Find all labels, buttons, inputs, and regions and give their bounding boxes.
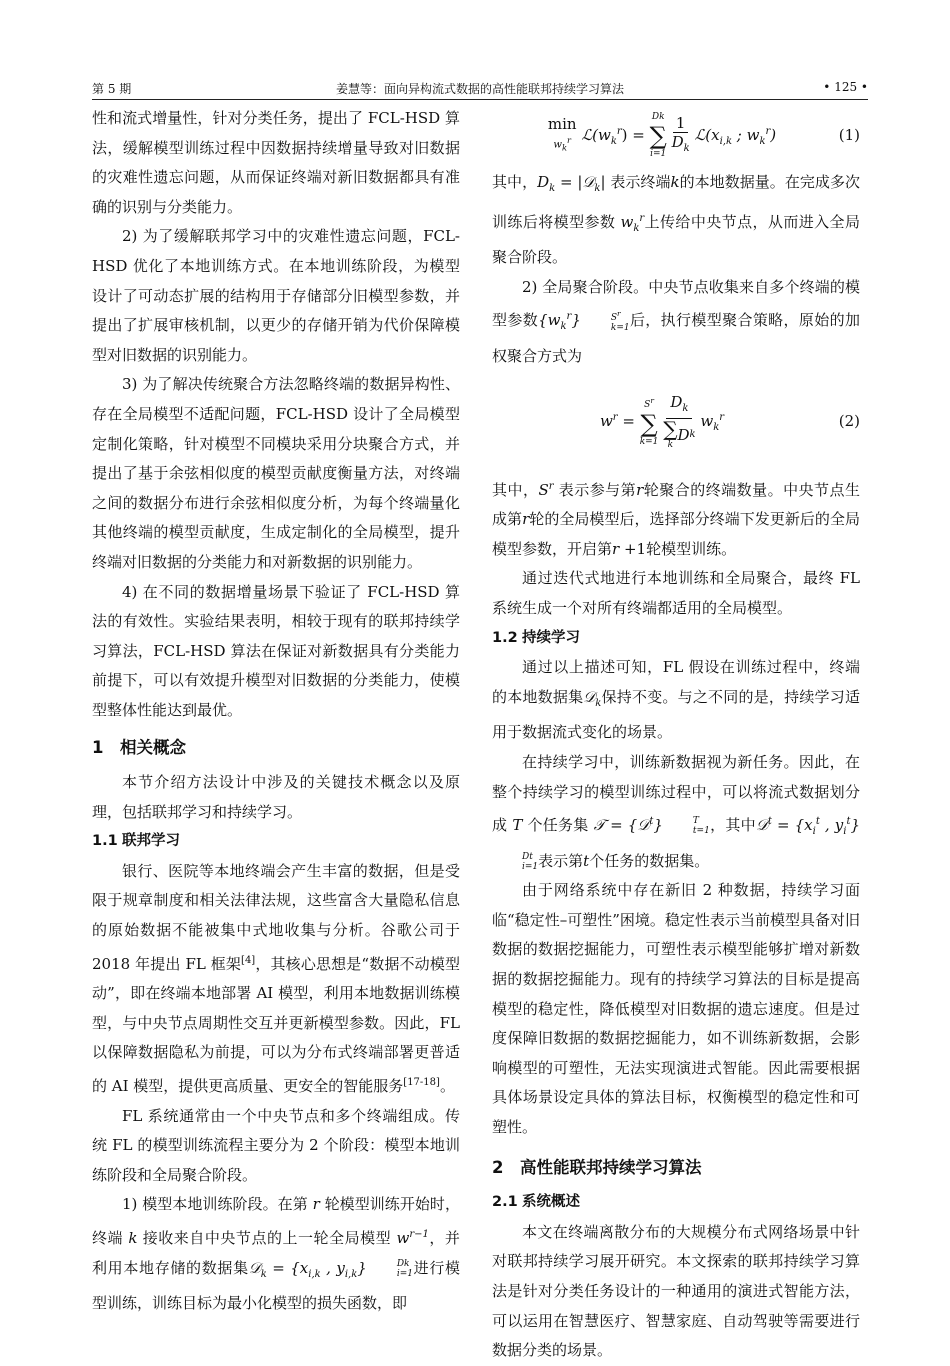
equation-number: (1): [838, 126, 860, 145]
subsection-heading: 1.2 持续学习: [492, 629, 580, 646]
page-number: • 125 •: [823, 80, 868, 94]
section-heading: 1 相关概念: [92, 738, 186, 758]
header-rule: [92, 99, 868, 100]
inline-math: $S^r$: [538, 480, 554, 499]
section-heading: 2 高性能联邦持续学习算法: [492, 1157, 702, 1177]
inline-math: 𝒯 = {𝒟$^t$} T t=1: [593, 816, 710, 837]
right-column: [492, 104, 860, 1366]
paragraph: 通过迭代式地进行本地训练和全局聚合，最终 FL 系统生成一个对所有终端都适用的全局模型。: [492, 569, 860, 617]
paragraph: 4) 在不同的数据增量场景下验证了 FCL-HSD 算法的有效性。实验结果表明，相较于现有的联邦持续学习算法，FCL-HSD 算法在保证对新数据具有分类能力前提下，可以有效提升模型对旧数据的分类能力，使模型整体性能达到最优。: [92, 582, 460, 719]
paragraph: 其中，$D_k$ = |𝒟$_k$| 表示终端k的本地数据量。在完成多次训练后将模型参数 $w_k^r$上传给中央节点，从而进入全局聚合阶段。: [492, 173, 860, 267]
paragraph: 本节介绍方法设计中涉及的关键技术概念以及原理，包括联邦学习和持续学习。: [92, 773, 460, 821]
citation[interactable]: [4]: [241, 954, 256, 966]
paragraph: 银行、医院等本地终端会产生丰富的数据，但是受限于规章制度和相关法律法规，这些富含大量隐私信息的原始数据不能被集中式地收集与分析。谷歌公司于 2018 年提出 FL 框架[4]，其核心思想是“数据不动模型动”，即在终端本地部署 AI 模型，利用本地数据训练模型，与中央节点周期性交互并更新模型参数。因此，FL 以保障数据隐私为前提，可以为分布式终端部署更普适的 AI 模型，提供更高质量、更安全的智能服务[17-18]。: [92, 861, 460, 1095]
paragraph: 通过以上描述可知，FL 假设在训练过程中，终端的本地数据集𝒟$_k$保持不变。与之不同的是，持续学习适用于数据流式变化的场景。: [492, 658, 860, 742]
paragraph: 1) 模型本地训练阶段。在第 r 轮模型训练开始时，终端 k 接收来自中央节点的上一轮全局模型 $w^{r-1}$，并利用本地存储的数据集𝒟$_k$ = {$x_{i,k}$ , $y_{i,k}$} Dk i=1 进行模型训练，训练目标为最小化模型的损失函数，即: [92, 1195, 461, 1313]
issue-label: 第 5 期: [92, 82, 132, 96]
paragraph: 在持续学习中，训练新数据视为新任务。因此，在整个持续学习的模型训练过程中，可以将流式数据划分成 T 个任务集 𝒯 = {𝒟$^t$} T t=1 ，其中𝒟$^t$ = {$x_i^t$ , $y_i^t$} Dt i=1 表示第t个任务的数据集。: [492, 752, 861, 872]
paragraph: 3) 为了解决传统聚合方法忽略终端的数据异构性、存在全局模型不适配问题，FCL-HSD 设计了全局模型定制化策略，针对模型不同模块采用分块聚合方式，并提出了基于余弦相似度的模型贡献度衡量方法，对终端之间的数据分布进行余弦相似度分析，为每个终端量化其他终端的模型贡献度，生成定制化的全局模型，提升终端对旧数据的分类能力和对新数据的识别能力。: [92, 375, 460, 571]
inline-math: $\{w_k^r\}$ $S^r$ k=1: [538, 309, 630, 334]
inline-math: $w^{r-1}$: [396, 1228, 429, 1247]
paragraph: 其中，$S^r$ 表示参与第r轮聚合的终端数量。中央节点生成第r轮的全局模型后，选择部分终端下发更新后的全局模型参数，开启第r +1轮模型训练。: [492, 480, 860, 558]
inline-math: 𝒟$_k$ = {$x_{i,k}$ , $y_{i,k}$} Dk i=1: [248, 1258, 413, 1280]
inline-math: $D_k$ = |𝒟$_k$|: [537, 173, 606, 194]
paragraph: 2) 全局聚合阶段。中央节点收集来自多个终端的模型参数$\{w_k^r\}$ $S^r$ k=1 后，执行模型聚合策略，原始的加权聚合方式为: [492, 277, 860, 365]
paragraph: 性和流式增量性，针对分类任务，提出了 FCL-HSD 算法，缓解模型训练过程中因数据持续增量导致对旧数据的灾难性遗忘问题，从而保证终端对新旧数据都具有准确的识别与分类能力。: [92, 109, 460, 216]
paragraph: FL 系统通常由一个中央节点和多个终端组成。传统 FL 的模型训练流程主要分为 2 个阶段：模型本地训练阶段和全局聚合阶段。: [92, 1106, 460, 1184]
left-column: [92, 104, 460, 1319]
running-title: 姜慧等：面向异构流式数据的高性能联邦持续学习算法: [335, 82, 624, 96]
equation-2: $w^r$ = $S^r$ ∑ k=1 $D_k$ ∑ k D k $w_k^r$ (2): [599, 392, 860, 450]
equation-number: (2): [838, 411, 860, 430]
running-header: [92, 80, 868, 100]
subsection-heading: 1.1 联邦学习: [92, 833, 180, 850]
citation[interactable]: [17-18]: [403, 1077, 440, 1088]
equation-1: min $w_k^r$ $ℒ(w_k^r)$ = Dk ∑ i=1 $\frac{1}{D_k}$ $ℒ(x_{i,k}$ ; $w_k^r$) (1): [547, 112, 860, 159]
subsection-heading: 2.1 系统概述: [492, 1194, 580, 1211]
inline-math: 𝒟$^t$ = {$x_i^t$ , $y_i^t$} Dt i=1: [522, 816, 861, 872]
paragraph: 本文在终端离散分布的大规模分布式网络场景中针对联邦持续学习展开研究。本文探索的联邦持续学习算法是针对分类任务设计的一种通用的演进式智能方法，可以运用在智慧医疗、智慧家庭、自动驾驶等需要进行数据分类的场景。: [492, 1222, 860, 1360]
inline-math: 𝒟$_k$: [583, 687, 602, 709]
paragraph: 由于网络系统中存在新旧 2 种数据，持续学习面临“稳定性–可塑性”困境。稳定性表示当前模型具备对旧数据的数据挖掘能力，可塑性表示模型能够扩增对新数据的数据挖掘能力。现有的持续学习算法的目标是提高模型的稳定性，降低模型对旧数据的遗忘速度。但是过度保障旧数据的数据挖掘能力，如不训练新数据，会影响模型的可塑性，无法实现演进式智能。因此需要根据具体场景设定具体的算法目标，权衡模型的稳定性和可塑性。: [492, 881, 860, 1137]
paragraph: 2) 为了缓解联邦学习中的灾难性遗忘问题，FCL-HSD 优化了本地训练方式。在本地训练阶段，为模型设计了可动态扩展的结构用于存储部分旧模型参数，并提出了扩展审核机制，以更少的存储开销为代价保障模型对旧数据的识别能力。: [92, 227, 460, 364]
inline-math: $w_k^r$: [620, 212, 645, 234]
